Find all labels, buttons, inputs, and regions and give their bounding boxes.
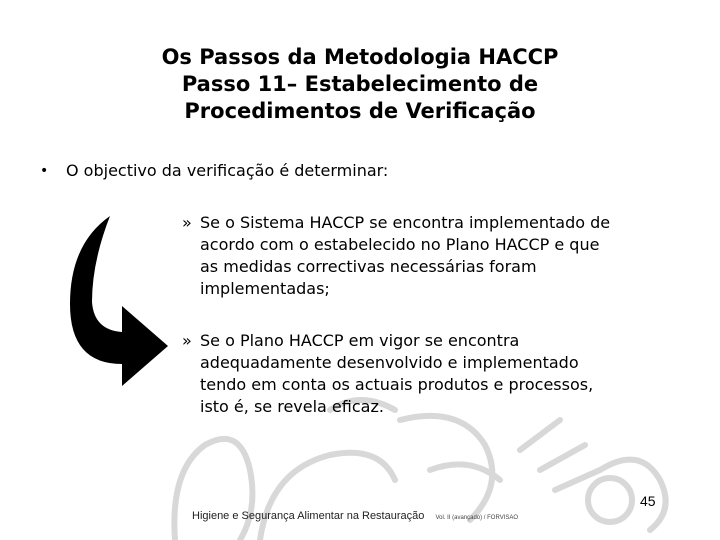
- sub-item: [182, 330, 672, 418]
- sub-item-marker: »: [182, 213, 192, 232]
- footer-small-text: Vol. II (avançado) / FORVISAO: [435, 515, 519, 521]
- page-number: 45: [640, 493, 656, 509]
- sub-item-line: adequadamente desenvolvido e implementado: [200, 353, 579, 372]
- sub-item-line: tendo em conta os actuais produtos e processos,: [200, 375, 594, 394]
- slide-title: [60, 44, 660, 125]
- footer-text: Higiene e Segurança Alimentar na Restauração: [192, 510, 425, 522]
- sub-item-line: as medidas correctivas necessárias foram: [200, 257, 537, 276]
- bullet-marker: •: [40, 163, 49, 179]
- bullet-text: O objectivo da verificação é determinar:: [66, 161, 389, 180]
- sub-item: [182, 212, 672, 300]
- sub-item-line: implementadas;: [200, 279, 330, 298]
- sub-item-line: Se o Plano HACCP em vigor se encontra: [200, 331, 520, 350]
- title-line: Passo 11– Estabelecimento de: [181, 72, 539, 96]
- sub-item-line: acordo com o estabelecido no Plano HACCP e que: [200, 235, 600, 254]
- sub-item-line: Se o Sistema HACCP se encontra implementado de: [200, 213, 611, 232]
- sub-item-line: isto é, se revela eficaz.: [200, 397, 384, 416]
- title-line: Procedimentos de Verificação: [184, 99, 536, 123]
- sub-item-marker: »: [182, 331, 192, 350]
- title-line: Os Passos da Metodologia HACCP: [161, 45, 559, 69]
- footer: [192, 510, 518, 522]
- curved-arrow-icon: [62, 214, 172, 390]
